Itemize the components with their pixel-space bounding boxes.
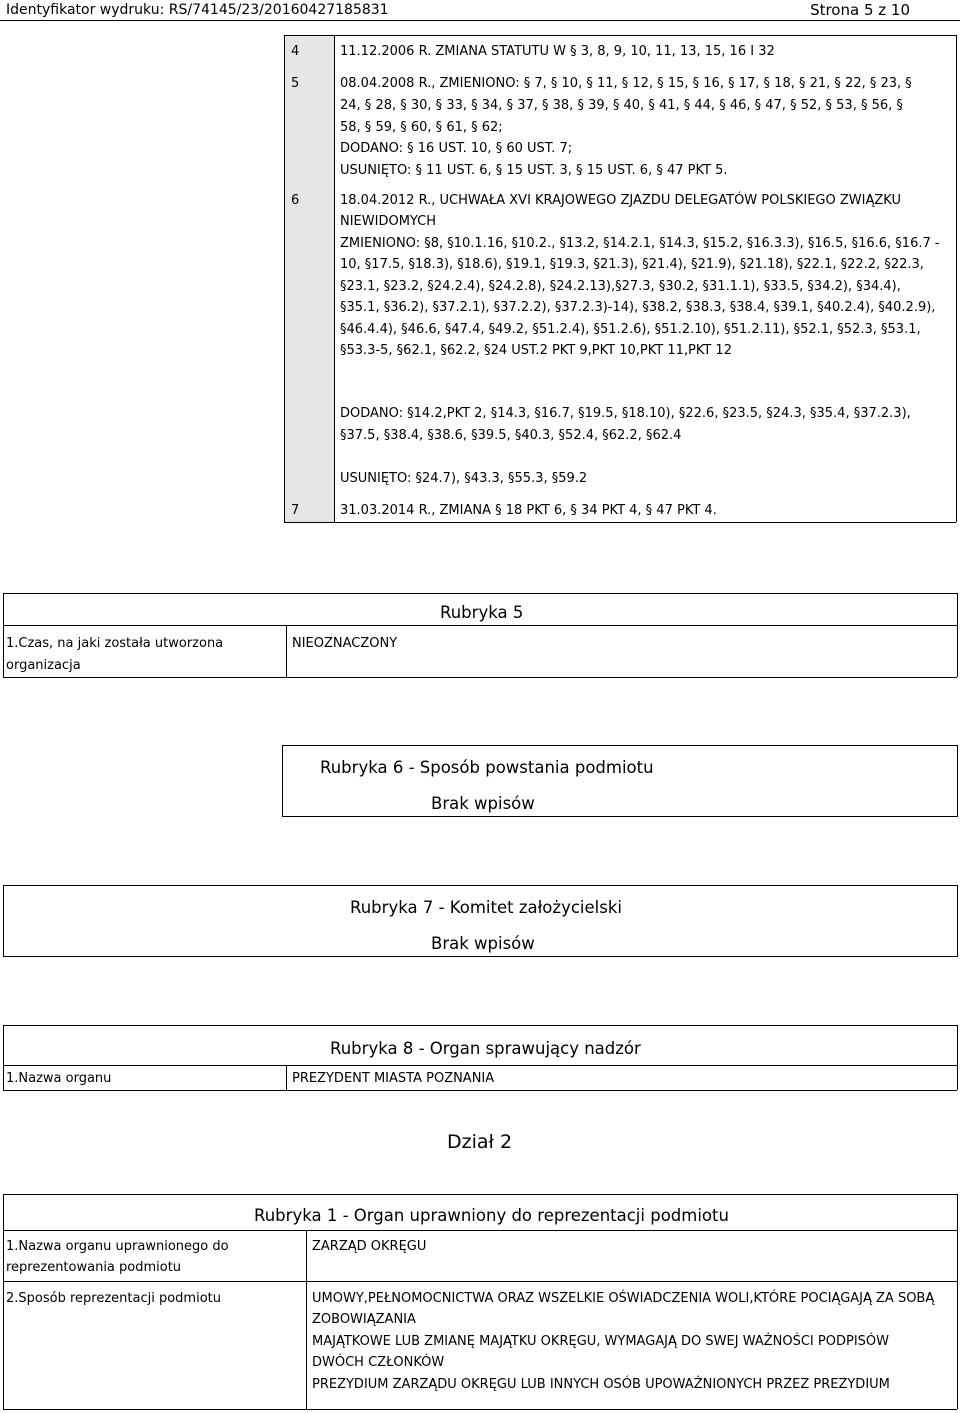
field-label: 1.Nazwa organu uprawnionego do reprezentowania podmiotu: [6, 1239, 229, 1275]
field-label: 1.Czas, na jaki została utworzona organizacja: [6, 636, 224, 673]
print-id: Identyfikator wydruku: RS/74145/23/20160427185831: [6, 2, 389, 18]
field-value: PREZYDENT MIASTA POZNANIA: [292, 1071, 495, 1086]
history-entry-line: §35.1, §36.2), §37.2.1), §37.2.2), §37.2.3)-14), §38.2, §38.3, §38.4, §39.1, §40.2.4), §40.2.9),: [340, 300, 936, 315]
section-title: Rubryka 6 - Sposób powstania podmiotu: [320, 758, 654, 777]
history-entry-line: 11.12.2006 R. ZMIANA STATUTU W § 3, 8, 9, 10, 11, 13, 15, 16 I 32: [340, 44, 775, 59]
history-entry-line: USUNIĘTO: §24.7), §43.3, §55.3, §59.2: [340, 471, 588, 486]
history-entry-line: §53.3-5, §62.1, §62.2, §24 UST.2 PKT 9,PKT 10,PKT 11,PKT 12: [340, 343, 732, 358]
history-row-number: 4: [291, 44, 300, 59]
section-title: Rubryka 1 - Organ uprawniony do reprezentacji podmiotu: [254, 1206, 729, 1225]
field-value: ZARZĄD OKRĘGU: [312, 1239, 427, 1254]
field-label: 1.Nazwa organu: [6, 1071, 112, 1086]
history-row-number: 6: [291, 193, 300, 208]
history-entry-line: 18.04.2012 R., UCHWAŁA XVI KRAJOWEGO ZJAZDU DELEGATÓW POLSKIEGO ZWIĄZKU: [340, 193, 901, 208]
field-value-line: MAJĄTKOWE LUB ZMIANĘ MAJĄTKU OKRĘGU, WYMAGAJĄ DO SWEJ WAŻNOŚCI PODPISÓW: [312, 1334, 889, 1349]
header-divider: [0, 20, 960, 21]
history-row-number: 5: [291, 76, 300, 91]
field-value-line: PREZYDIUM ZARZĄDU OKRĘGU LUB INNYCH OSÓB UPOWAŻNIONYCH PRZEZ PREZYDIUM: [312, 1377, 890, 1392]
history-entry-line: 24, § 28, § 30, § 33, § 34, § 37, § 38, § 39, § 40, § 41, § 44, § 46, § 47, § 52, § 53, § 56, §: [340, 98, 903, 113]
empty-notice: Brak wpisów: [431, 794, 535, 813]
section-title: Rubryka 7 - Komitet założycielski: [350, 898, 622, 917]
history-entry-line: 58, § 59, § 60, § 61, § 62;: [340, 120, 503, 135]
history-entry-line: USUNIĘTO: § 11 UST. 6, § 15 UST. 3, § 15 UST. 6, § 47 PKT 5.: [340, 163, 728, 178]
history-entry-line: §37.5, §38.4, §38.6, §39.5, §40.3, §52.4, §62.2, §62.4: [340, 428, 682, 443]
history-entry-line: §46.4.4), §46.6, §47.4, §49.2, §51.2.4), §51.2.6), §51.2.10), §51.2.11), §52.1, §52.3, §53.1,: [340, 322, 921, 337]
field-label: 2.Sposób reprezentacji podmiotu: [6, 1291, 221, 1306]
page-number: Strona 5 z 10: [810, 1, 910, 19]
section-title: Rubryka 5: [440, 603, 524, 622]
history-entry-line: 31.03.2014 R., ZMIANA § 18 PKT 6, § 34 PKT 4, § 47 PKT 4.: [340, 503, 717, 518]
history-entry-line: §23.1, §23.2, §24.2.4), §24.2.8), §24.2.13),§27.3, §30.2, §31.1.1), §33.5, §34.2), §34.4),: [340, 279, 901, 294]
empty-notice: Brak wpisów: [431, 934, 535, 953]
field-value: NIEOZNACZONY: [292, 636, 398, 651]
history-entry-line: ZMIENIONO: §8, §10.1.16, §10.2., §13.2, §14.2.1, §14.3, §15.2, §16.3.3), §16.5, §16.6, §16.7 -: [340, 236, 940, 251]
history-entry-line: DODANO: § 16 UST. 10, § 60 UST. 7;: [340, 141, 573, 156]
field-value-line: ZOBOWIĄZANIA: [312, 1312, 416, 1327]
history-entry-line: DODANO: §14.2,PKT 2, §14.3, §16.7, §19.5, §18.10), §22.6, §23.5, §24.3, §35.4, §37.2.3),: [340, 406, 911, 421]
field-value-line: UMOWY,PEŁNOMOCNICTWA ORAZ WSZELKIE OŚWIADCZENIA WOLI,KTÓRE POCIĄGAJĄ ZA SOBĄ: [312, 1291, 935, 1306]
field-value-line: DWÓCH CZŁONKÓW: [312, 1355, 445, 1370]
history-entry-line: NIEWIDOMYCH: [340, 214, 437, 229]
history-entry-line: 10, §17.5, §18.3), §18.6), §19.1, §19.3, §21.3), §21.4), §21.9), §21.18), §22.1, §22.2, §22.3,: [340, 257, 924, 272]
section-title: Rubryka 8 - Organ sprawujący nadzór: [330, 1039, 641, 1058]
history-entry-line: 08.04.2008 R., ZMIENIONO: § 7, § 10, § 11, § 12, § 15, § 16, § 17, § 18, § 21, § 22, § 23, §: [340, 76, 912, 91]
history-row-number: 7: [291, 503, 300, 518]
history-number-column: [284, 35, 335, 522]
section-heading: Dział 2: [447, 1131, 513, 1153]
